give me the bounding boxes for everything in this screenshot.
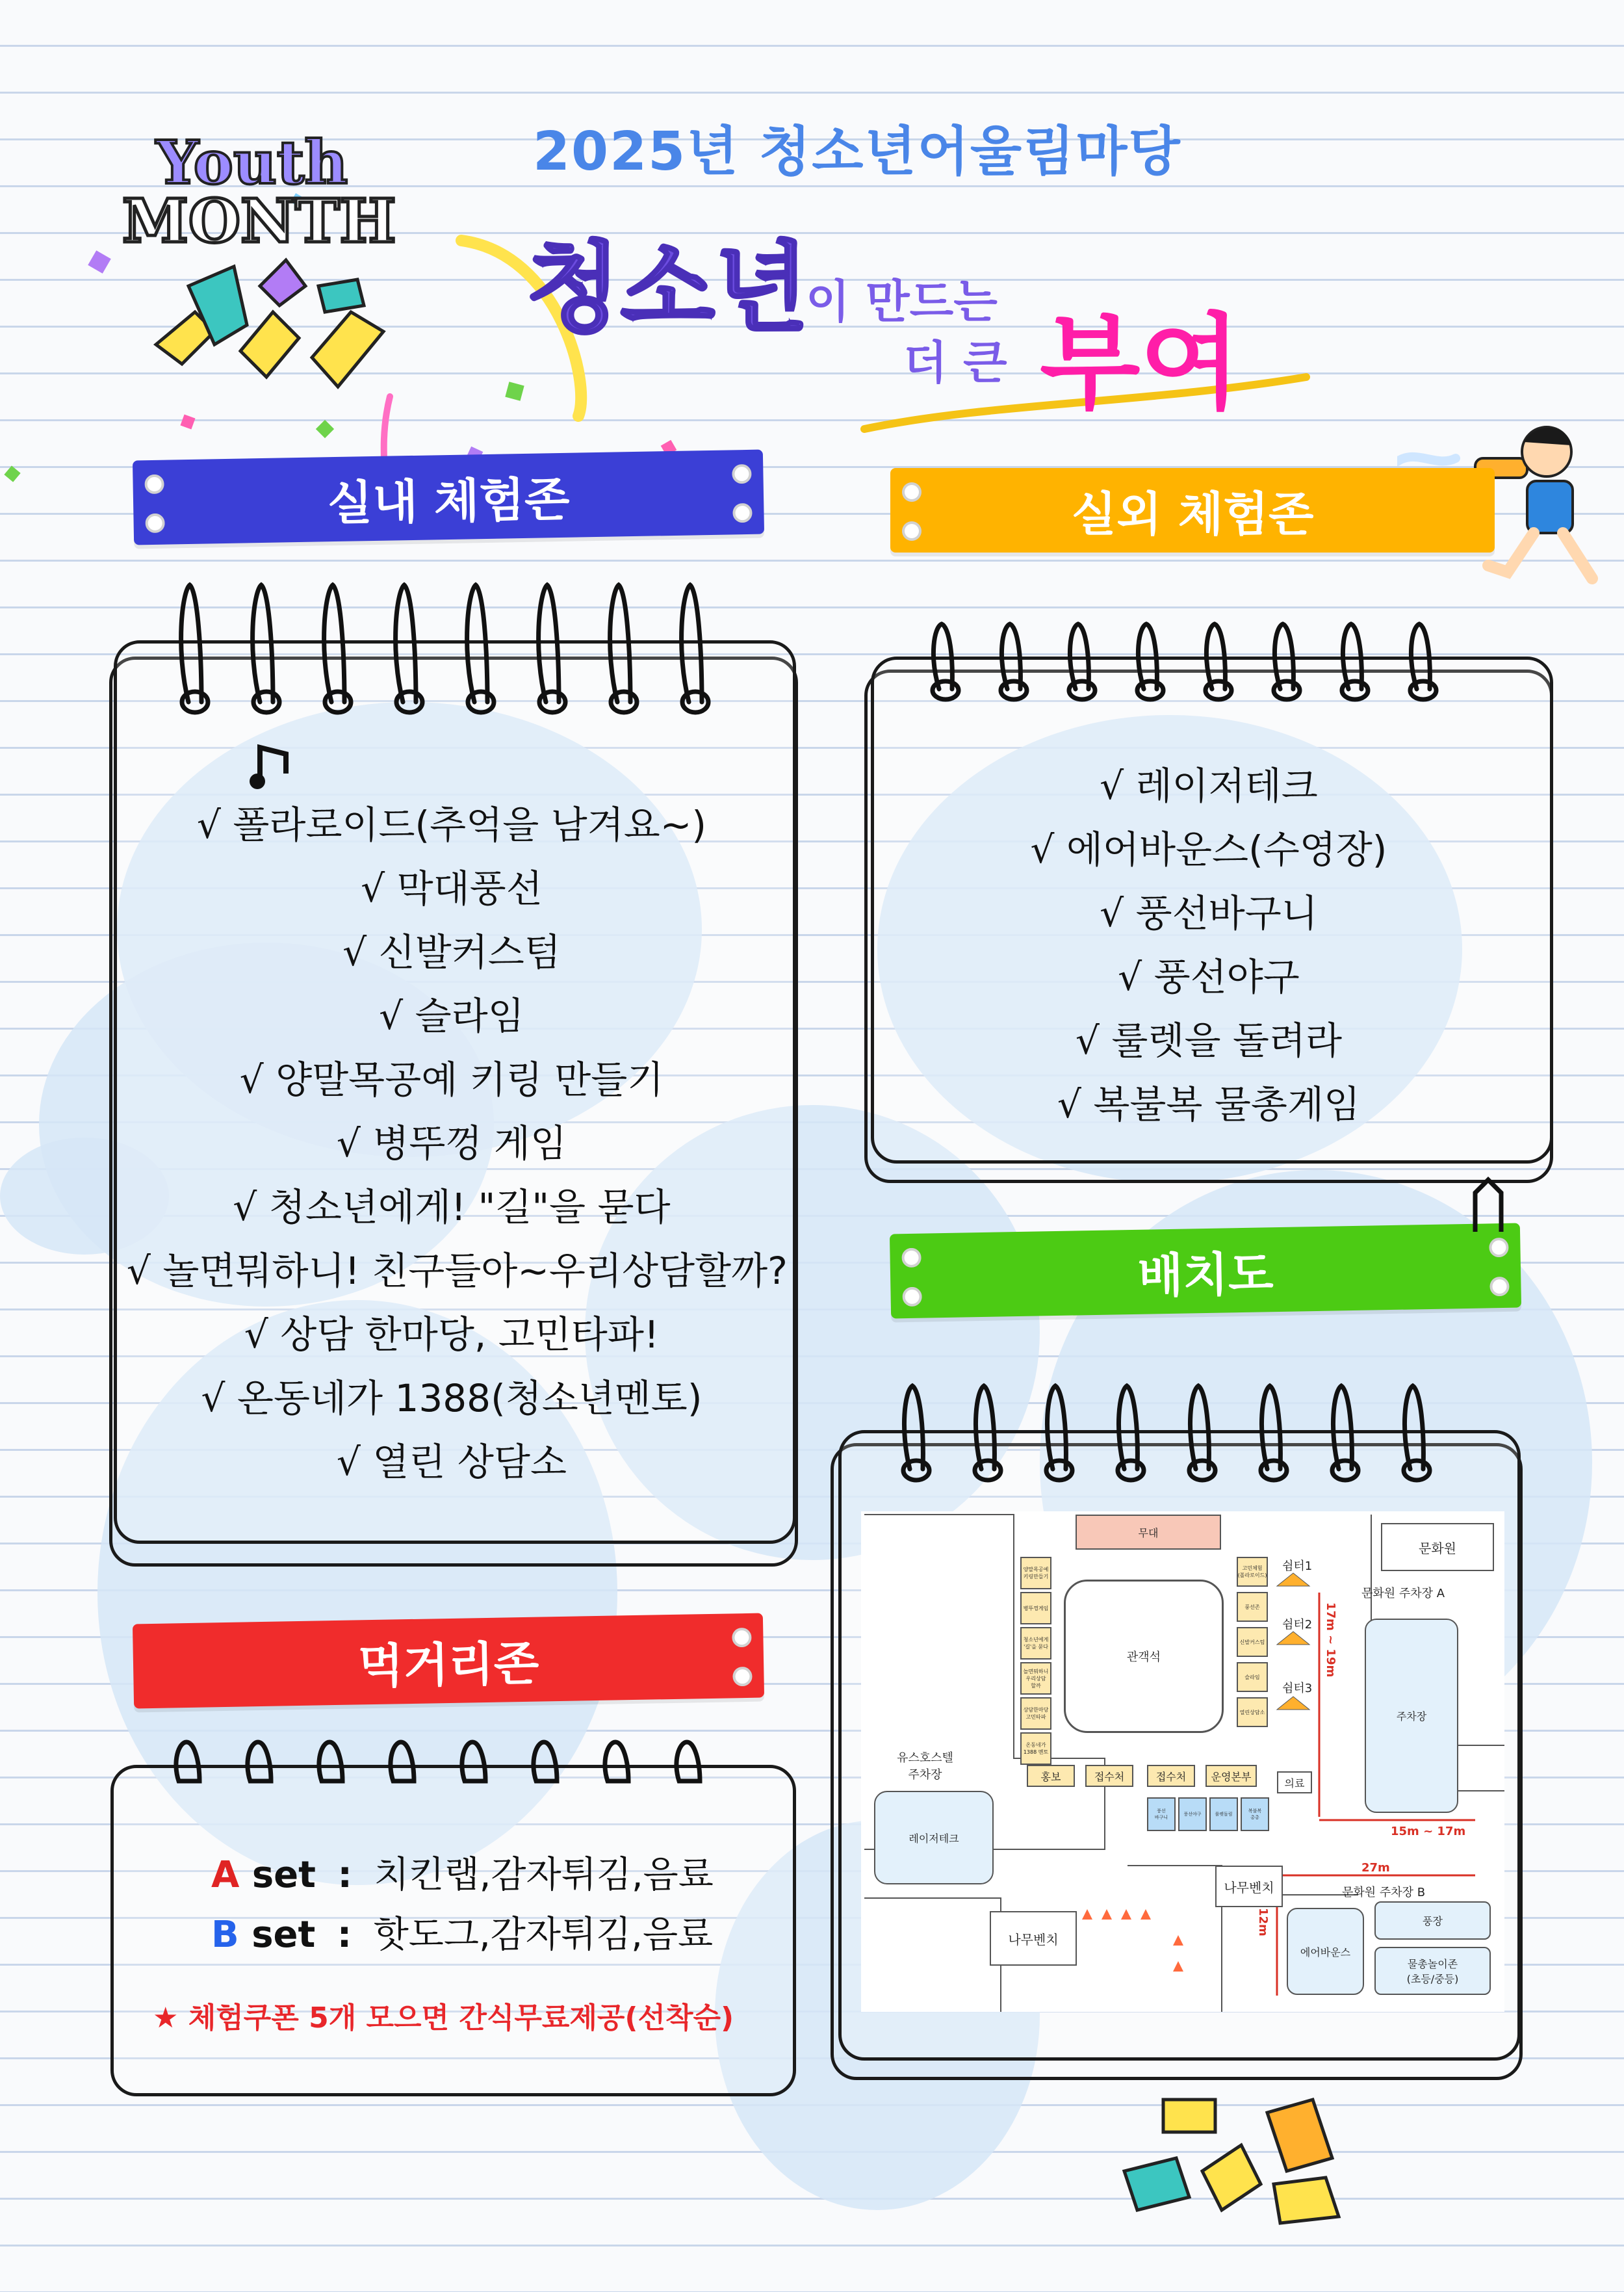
pin-dot xyxy=(145,514,165,534)
map-right-booths xyxy=(1237,1557,1268,1732)
indoor-item: √ 온동네가 1388(청소년멘토) xyxy=(201,1376,702,1420)
map-shelter3: 쉼터3 xyxy=(1282,1682,1313,1695)
pin-dot xyxy=(1489,1277,1510,1297)
outdoor-item: √ 풍선야구 xyxy=(1118,955,1300,999)
map-reception1: 접수처 xyxy=(1085,1765,1133,1787)
logo-shapes xyxy=(143,247,396,403)
bottom-decoration-shapes xyxy=(1105,2087,1352,2230)
set-a-colon: : xyxy=(337,1854,352,1896)
indoor-item: √ 열린 상담소 xyxy=(337,1440,567,1484)
food-notice xyxy=(153,1994,734,2036)
map-dim-vertical: 17m ~ 19m xyxy=(1324,1602,1337,1678)
confetti xyxy=(88,250,111,274)
map-water-gun-zone: 물총놀이존 (초등/중등) xyxy=(1374,1947,1491,1995)
map-air-bounce: 에어바운스 xyxy=(1287,1908,1364,1995)
food-notice-text: 체험쿠폰 5개 모으면 간식무료제공(선착순) xyxy=(188,2001,734,2035)
map-stage: 무대 xyxy=(1076,1515,1221,1550)
food-set-a xyxy=(211,1846,714,1898)
map-culture-parking-a: 문화원 주차장 A xyxy=(1361,1587,1445,1600)
map-booth: 풍선 바구니 xyxy=(1147,1797,1176,1831)
pin-dot xyxy=(901,1248,922,1268)
map-reception2: 접수처 xyxy=(1147,1765,1195,1787)
set-b-label: set xyxy=(251,1914,316,1956)
map-booth: 복불복 총총 xyxy=(1241,1797,1269,1831)
food-zone-banner xyxy=(133,1613,764,1709)
map-booth: 룰렛돌림 xyxy=(1209,1797,1238,1831)
logo-month: MONTH xyxy=(122,186,396,256)
layout-map-banner xyxy=(890,1223,1521,1319)
title-youth: 청소년 xyxy=(526,232,809,345)
pin-dot xyxy=(732,503,753,523)
outdoor-zone-banner xyxy=(890,468,1495,553)
pin-dot xyxy=(144,475,164,495)
map-booth: 온동네가 1388 멘토 xyxy=(1020,1732,1051,1765)
set-b-menu: 핫도그,감자튀김,음료 xyxy=(373,1914,714,1956)
indoor-item: √ 폴라로이드(추억을 남겨요~) xyxy=(197,803,706,847)
indoor-item: √ 신발커스텀 xyxy=(342,930,561,974)
outdoor-item: √ 풍선바구니 xyxy=(1100,891,1318,935)
outdoor-item: √ 복불복 물총게임 xyxy=(1057,1082,1361,1126)
food-set-b xyxy=(211,1906,713,1958)
map-booth: 양말목공예 키링만들기 xyxy=(1020,1557,1051,1589)
indoor-item: √ 놀면뭐하니! 친구들아~우리상담할까? xyxy=(127,1249,788,1293)
map-dim-12m: 12m xyxy=(1256,1908,1270,1936)
title-bigger: 더 큰 xyxy=(903,336,1007,389)
set-a-menu: 치킨랩,감자튀김,음료 xyxy=(374,1854,714,1896)
indoor-item: √ 막대풍선 xyxy=(361,866,543,911)
map-clip-bracket xyxy=(1462,1167,1521,1238)
indoor-zone-title: 실내 체험존 xyxy=(326,471,571,531)
map-culture-center: 문화원 xyxy=(1381,1523,1494,1571)
map-shelter1: 쉼터1 xyxy=(1282,1559,1313,1573)
map-booth: 놀면뭐하니 우리상담 할까 xyxy=(1020,1662,1051,1695)
layout-map xyxy=(861,1511,1504,2012)
layout-map-title: 배치도 xyxy=(1137,1246,1274,1303)
indoor-item: √ 병뚜껑 게임 xyxy=(337,1121,567,1166)
map-balloon-area: 풍장 xyxy=(1374,1901,1491,1940)
confetti xyxy=(180,414,195,429)
food-zone-title: 먹거리존 xyxy=(357,1635,539,1694)
outdoor-item-list xyxy=(884,754,1534,1136)
map-booth: 슬라임 xyxy=(1237,1662,1268,1692)
event-year-title: 2025년 청소년어울림마당 xyxy=(533,121,1181,183)
confetti xyxy=(316,420,334,438)
set-a-letter: A xyxy=(211,1854,240,1896)
star-icon: ★ xyxy=(153,2001,179,2035)
logo-youth: Youth xyxy=(156,127,348,198)
indoor-notepad-rings xyxy=(175,572,734,722)
title-making: 이 만드는 xyxy=(806,275,998,328)
set-b-letter: B xyxy=(211,1914,239,1956)
outdoor-zone-title: 실외 체험존 xyxy=(1071,487,1314,541)
set-a-label: set xyxy=(251,1854,316,1896)
map-bottom-booths xyxy=(1147,1797,1269,1831)
title-buyeo: 부여 xyxy=(1040,302,1241,424)
map-operations: 운영본부 xyxy=(1205,1765,1257,1787)
indoor-item: √ 슬라임 xyxy=(379,994,524,1038)
pin-dot xyxy=(902,482,922,502)
pin-dot xyxy=(732,464,752,484)
map-booth: 풍선야구 xyxy=(1178,1797,1207,1831)
map-booth: 병뚜껑게임 xyxy=(1020,1592,1051,1624)
map-dim-horizontal: 15m ~ 17m xyxy=(1391,1825,1466,1838)
pin-dot xyxy=(732,1628,752,1648)
outdoor-notepad-rings xyxy=(926,618,1498,709)
food-notepad-rings xyxy=(172,1736,731,1801)
map-bench2: 나무벤치 xyxy=(990,1911,1077,1966)
set-b-colon: : xyxy=(337,1914,352,1956)
outdoor-item: √ 룰렛을 돌려라 xyxy=(1076,1019,1342,1063)
map-booth: 풍선존 xyxy=(1237,1592,1268,1622)
map-booth: 열린상담소 xyxy=(1237,1697,1268,1727)
map-notepad-rings xyxy=(897,1378,1469,1489)
map-dim-27m: 27m xyxy=(1361,1861,1390,1875)
music-note-icon xyxy=(247,741,299,793)
indoor-zone-banner xyxy=(133,450,764,545)
map-booth: 신발커스텀 xyxy=(1237,1627,1268,1657)
pin-dot xyxy=(902,1287,922,1307)
map-audience: 관객석 xyxy=(1064,1580,1224,1733)
map-medical: 의료 xyxy=(1277,1771,1312,1793)
outdoor-item: √ 레이저테크 xyxy=(1100,764,1318,808)
map-parking: 주차장 xyxy=(1365,1619,1458,1813)
map-booth: 청소년에게 '길'을 묻다 xyxy=(1020,1627,1051,1660)
confetti xyxy=(4,465,20,482)
map-booth: 상담한마당 고민타파 xyxy=(1020,1697,1051,1730)
indoor-item: √ 상담 한마당, 고민타파! xyxy=(244,1312,660,1357)
map-laser-tech: 레이저테크 xyxy=(874,1791,994,1884)
indoor-item: √ 양말목공예 키링 만들기 xyxy=(239,1058,664,1102)
pin-dot xyxy=(732,1667,753,1687)
map-culture-parking-b: 문화원 주차장 B xyxy=(1342,1886,1426,1899)
indoor-item-list xyxy=(127,793,788,1494)
map-booth: 고민체험 (폴라로이드) xyxy=(1237,1557,1268,1587)
outdoor-item: √ 에어바운스(수영장) xyxy=(1030,827,1387,872)
map-bench1: 나무벤치 xyxy=(1215,1866,1283,1907)
map-youth-hostel-parking: 유스호스텔 주차장 xyxy=(897,1751,953,1782)
pin-dot xyxy=(1489,1238,1509,1258)
map-shelter2: 쉼터2 xyxy=(1282,1618,1313,1632)
indoor-item: √ 청소년에게! "길"을 묻다 xyxy=(233,1185,671,1229)
map-left-booths xyxy=(1020,1557,1051,1767)
map-promo: 홍보 xyxy=(1027,1765,1075,1787)
pin-dot xyxy=(902,521,922,541)
